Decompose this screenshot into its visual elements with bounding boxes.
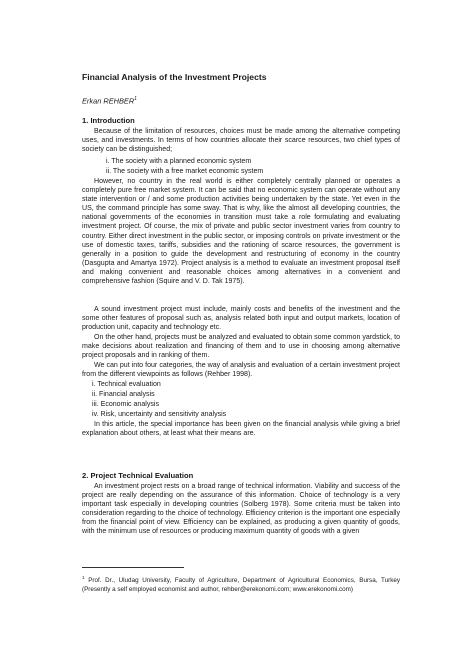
author-name: Erkan REHBER: [82, 96, 135, 106]
footnote-separator: [82, 567, 184, 568]
category-financial: ii. Financial analysis: [92, 391, 155, 398]
intro-paragraph-3: A sound investment project must include, mainly costs and benefits of the investment and the some other features of proposal such as, analysis related both input and output markets, location of production unit, capacity and technology etc.: [82, 306, 400, 332]
section-heading-introduction: 1. Introduction: [82, 116, 135, 125]
category-economic: iii. Economic analysis: [92, 401, 159, 408]
list-item-free-market: ii. The society with a free market economic system: [106, 168, 264, 175]
footnote-mark: 1: [82, 575, 85, 580]
footnote: [82, 574, 400, 594]
intro-paragraph-4: On the other hand, projects must be analyzed and evaluated to obtain some common yardstick, to make decisions about realization and financing of them and to use in choosing among alternative project proposals and in ranking of them.: [82, 334, 400, 360]
list-item-planned-economy: i. The society with a planned economic system: [106, 158, 252, 165]
intro-paragraph-1: Because of the limitation of resources, choices must be made among the alternative competing uses, and investments. In terms of how countries allocate their scarce resources, two chief types of society can be distinguished;: [82, 128, 400, 154]
paper-title: Financial Analysis of the Investment Projects: [82, 72, 267, 82]
intro-paragraph-6: In this article, the special importance has been given on the financial analysis while giving a brief explanation about others, at least what their means are.: [82, 421, 400, 438]
author-line: [82, 96, 137, 105]
section-heading-technical-evaluation: 2. Project Technical Evaluation: [82, 471, 194, 480]
author-footnote-mark: 1: [134, 96, 137, 102]
category-technical: i. Technical evaluation: [92, 381, 161, 388]
footnote-text: Prof. Dr., Uludag University, Faculty of Agriculture, Department of Agricultural Economics, Bursa, Turkey (Presently a self employed economist and author, rehber@erekonomi.com; www.erekonomi.com): [82, 577, 400, 593]
category-risk: iv. Risk, uncertainty and sensitivity analysis: [92, 411, 227, 418]
technical-paragraph-1: An investment project rests on a broad range of technical information. Viability and success of the project are really depending on the assurance of this information. Choice of technology is a very important task especially in developing countries (Solberg 1978). Some criteria must be taken into consideration regarding to the choice of technology. Efficiency criterion is the important one especially from the financial point of view. Efficiency can be explained, as producing a given quantity of goods, with the minimum use of resources or producing maximum quantity of goods with a given: [82, 483, 400, 536]
intro-paragraph-2: However, no country in the real world is either completely centrally planned or operates a completely pure free market system. It can be said that no economic system can operate without any state intervention or / and some production activities being undertaken by the state. Yet even in the US, the command principle has some sway. That is why, like the almost all developing countries, the national governments of the economies in transition must take a role formulating and evaluating investment project. Of course, the mix of private and public sector investment varies from country to country. Either direct investment in the public sector, or imposing controls on private investment or the use of domestic taxes, tariffs, subsidies and the rationing of scarce resources, the government is generally in a position to guide the development and restructuring of economy in the country (Dasgupta and Amartya 1972). Project analysis is a method to evaluate an investment proposal itself and making convenient and reasonable choices among alternatives in a convenient and comprehensive fashion (Squire and V. D. Tak 1975).: [82, 178, 400, 286]
intro-paragraph-5: We can put into four categories, the way of analysis and evaluation of a certain investment project from the different viewpoints as follows (Rehber 1998).: [82, 362, 400, 379]
